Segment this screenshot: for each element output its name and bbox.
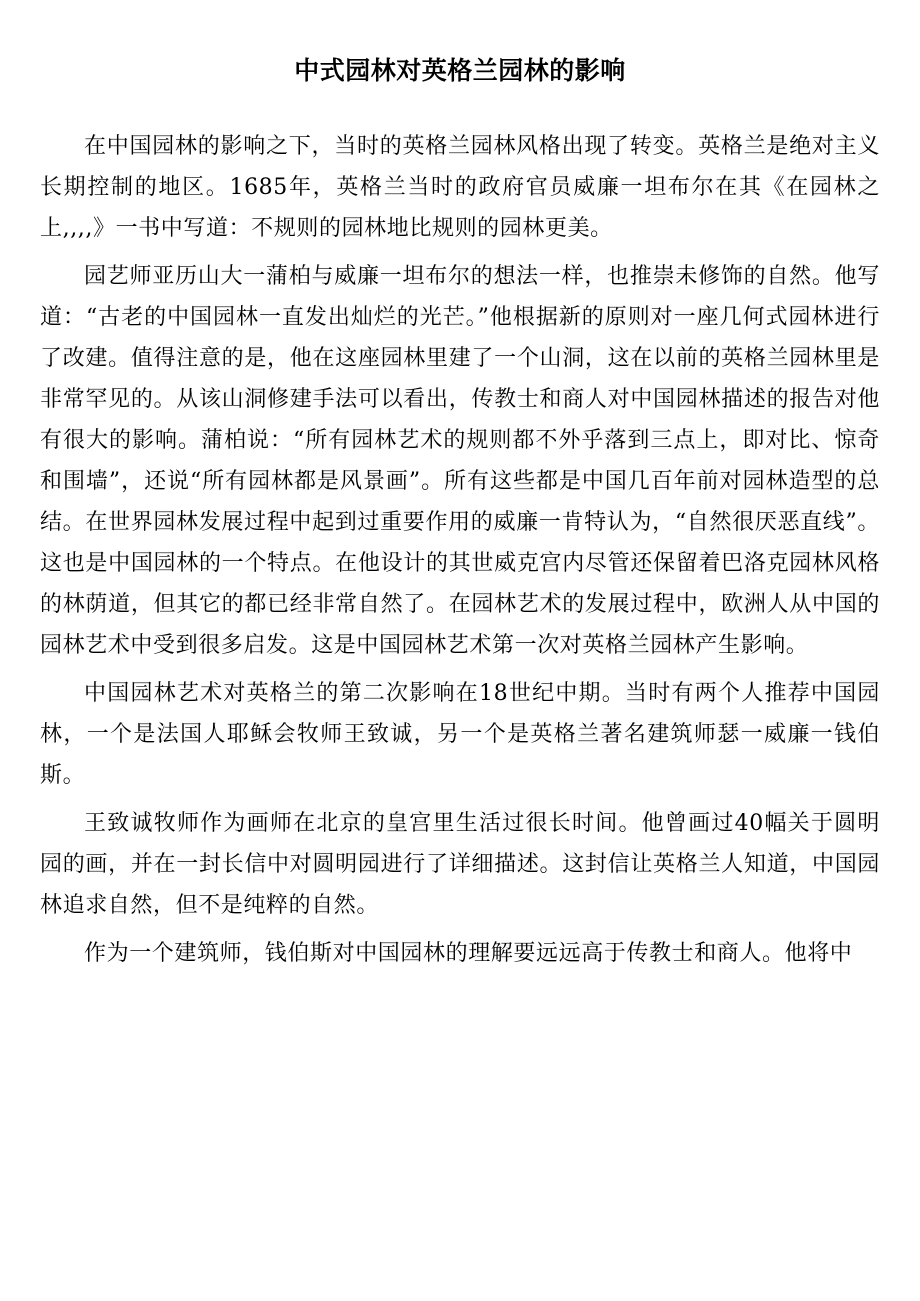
document-title: 中式园林对英格兰园林的影响 (294, 56, 626, 85)
paragraph-2: 园艺师亚历山大一蒲柏与威廉一坦布尔的想法一样，也推崇未修饰的自然。他写道：“古老的中国园林一直发出灿烂的光芒。”他根据新的原则对一座几何式园林进行了改建。值得注意的是，他在这座园林里建了一个山洞，这在以前的英格兰园林里是非常罕见的。从该山洞修建手法可以看出，传教士和商人对中国园林描述的报告对他有很大的影响。蒲柏说：“所有园林艺术的规则都不外乎落到三点上，即对比、惊奇和围墙”，还说“所有园林都是风景画”。所有这些都是中国几百年前对园林造型的总结。在世界园林发展过程中起到过重要作用的威廉一肯特认为，“自然很厌恶直线”。这也是中国园林的一个特点。在他设计的其世威克宫内尽管还保留着巴洛克园林风格的林荫道，但其它的都已经非常自然了。在园林艺术的发展过程中，欧洲人从中国的园林艺术中受到很多启发。这是中国园林艺术第一次对英格兰园林产生影响。 (40, 264, 880, 658)
paragraph-5: 作为一个建筑师，钱伯斯对中国园林的理解要远远高于传教士和商人。他将中 (84, 941, 853, 966)
paragraph-3: 中国园林艺术对英格兰的第二次影响在18世纪中期。当时有两个人推荐中国园林，一个是法国人耶稣会牧师王致诚，另一个是英格兰著名建筑师瑟一威廉一钱伯斯。 (40, 681, 880, 788)
paragraph-1: 在中国园林的影响之下，当时的英格兰园林风格出现了转变。英格兰是绝对主义长期控制的地区。1685年，英格兰当时的政府官员威廉一坦布尔在其《在园林之上,,,,》一书中写道：不规则的园林地比规则的园林更美。 (40, 134, 880, 241)
paragraph-4: 王致诚牧师作为画师在北京的皇宫里生活过很长时间。他曾画过40幅关于圆明园的画，并在一封长信中对圆明园进行了详细描述。这封信让英格兰人知道，中国园林追求自然，但不是纯粹的自然。 (40, 811, 880, 918)
document-body (40, 126, 880, 981)
